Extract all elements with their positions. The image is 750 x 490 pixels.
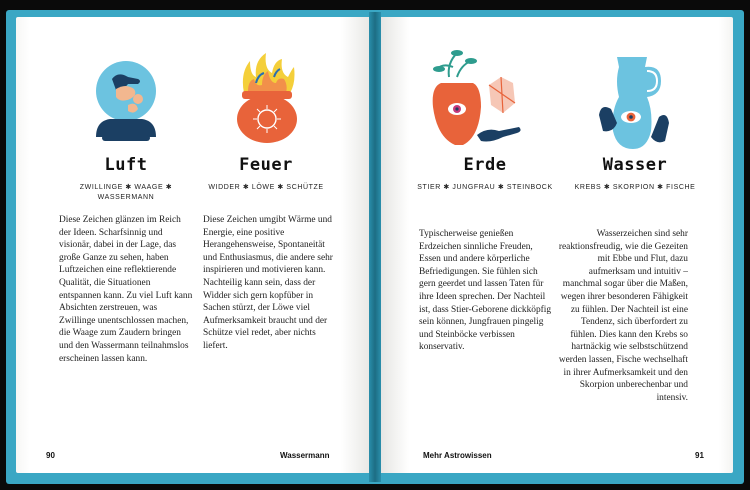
signs-luft: ZWILLINGE ✱ WAAGE ✱ WASSERMANN bbox=[79, 184, 173, 201]
running-head-right: Mehr Astrowissen bbox=[423, 451, 492, 460]
title-luft: Luft bbox=[104, 155, 148, 175]
page-number-right: 91 bbox=[695, 451, 704, 460]
text-feuer: Diese Zeichen umgibt Wärme und Energie, eine positive Herangehensweise, Spontaneität und Enthusiasmus, die andere sehr inspirieren und motivieren kann. Nachteilig kann sein, dass der Widder sich gern kopfüber in Sachen stürzt, der Löwe viel Aufmerksamkeit braucht und der Schütze viel redet, aber nichts liefert. bbox=[203, 215, 333, 351]
text-erde: Typischerweise genießen Erdzeichen sinnliche Freuden, Essen und andere körperliche Befriedigungen. Sie fühlen sich gern geerdet und lassen Taten für ihre Ideen sprechen. Der Nachteil ist, dass Stier-Geborene dickköpfig sein können, Jungfrauen pingelig und Steinböcke verbissen konservativ. bbox=[419, 229, 552, 353]
water-jug-icon bbox=[595, 51, 671, 155]
signs-feuer: WIDDER ✱ LÖWE ✱ SCHÜTZE bbox=[208, 184, 324, 191]
title-erde: Erde bbox=[463, 155, 507, 175]
page-number-left: 90 bbox=[46, 451, 55, 460]
book-spine bbox=[369, 12, 381, 482]
vase-crystal-icon bbox=[427, 47, 527, 151]
signs-wasser: KREBS ✱ SKORPION ✱ FISCHE bbox=[574, 184, 696, 191]
running-head-left: Wassermann bbox=[280, 451, 330, 460]
right-page bbox=[381, 17, 733, 473]
text-luft: Diese Zeichen glänzen im Reich der Ideen. Scharfsinnig und visionär, dabei in der Lage, das große Ganze zu sehen, haben Luftzeichen eine reflektierende Qualität, die Situationen entspannen kann. Zu viel Luft kann Absichten zerstreuen, was Zwillinge unentschlossen machen, die Waage zum Zaudern bringen und den Wassermann teilnahmslos erscheinen lassen kann. bbox=[59, 215, 193, 364]
crystal-ball-icon bbox=[86, 55, 166, 145]
title-feuer: Feuer bbox=[239, 155, 293, 175]
signs-erde: STIER ✱ JUNGFRAU ✱ STEINBOCK bbox=[417, 184, 553, 191]
text-wasser: Wasserzeichen sind sehr reaktionsfreudig, wie die Gezeiten mit Ebbe und Flut, dazu aufmerksam und intuitiv – manchmal sogar über die Maßen, wegen ihrer besonderen Fähigkeit zu fühlen. Der Nachteil ist eine Tendenz, sich überfordert zu fühlen. Dies kann den Krebs so hartnäckig wie selbstschützend werden lassen, Fische wechselhaft in ihrer Aufmerksamkeit und den Skorpion unberechenbar und intensiv. bbox=[558, 229, 688, 403]
title-wasser: Wasser bbox=[602, 155, 668, 175]
flaming-cauldron-icon bbox=[234, 53, 300, 149]
left-page bbox=[16, 17, 369, 473]
